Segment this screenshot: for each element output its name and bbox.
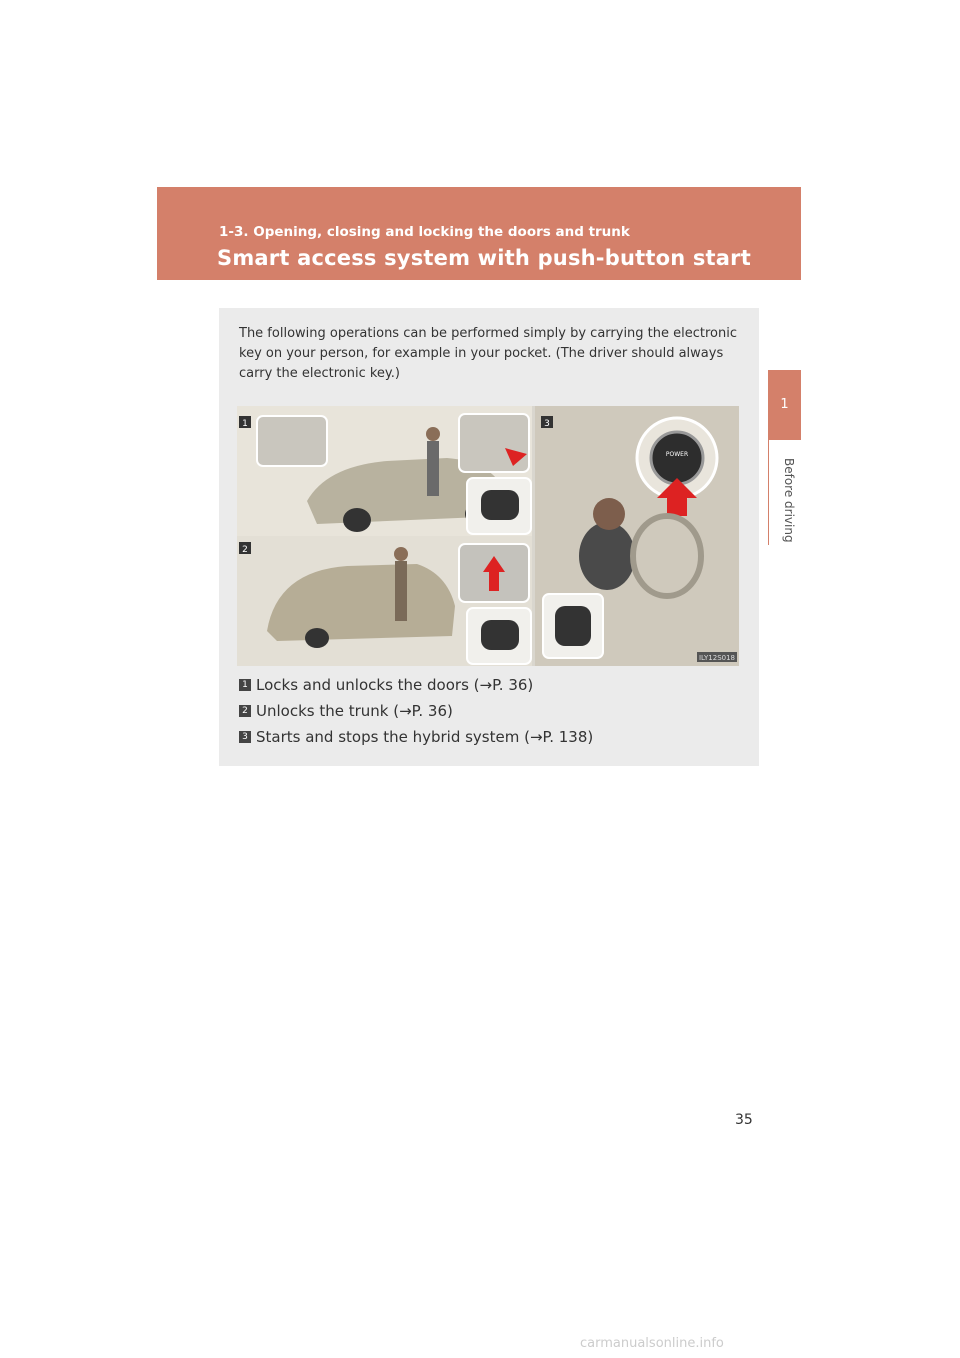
list-item: [239, 672, 593, 698]
power-button-label: POWER: [665, 451, 689, 458]
item-number: 3: [239, 731, 251, 743]
driver-icon: [579, 522, 635, 590]
driver-head-icon: [593, 498, 625, 530]
key-fob-icon: [555, 606, 591, 646]
item-list: [239, 672, 593, 750]
item-text: Locks and unlocks the doors (→P. 36): [256, 676, 534, 694]
watermark: carmanualsonline.info: [580, 1336, 724, 1351]
person-head-icon: [426, 427, 440, 441]
list-item: [239, 724, 593, 750]
item-number: 1: [239, 679, 251, 691]
item-number: 2: [239, 705, 251, 717]
section-heading: 1-3. Opening, closing and locking the doors and trunk: [219, 224, 630, 240]
wheel-icon: [305, 628, 329, 648]
callout-1: 1: [242, 419, 248, 429]
key-fob-icon: [481, 490, 519, 520]
illustration-svg: [237, 406, 739, 666]
item-text: Starts and stops the hybrid system (→P. 138): [256, 728, 594, 746]
power-button-icon: [651, 432, 703, 484]
door-handle-inset-2: [459, 414, 529, 472]
chapter-tab: 1: [768, 370, 801, 440]
callout-2: 2: [242, 545, 248, 555]
door-handle-inset: [257, 416, 327, 466]
person-head-icon: [394, 547, 408, 561]
page-header: [157, 187, 801, 280]
page-number: 35: [735, 1112, 753, 1128]
key-fob-icon: [481, 620, 519, 650]
illustration: [237, 406, 739, 666]
intro-text: The following operations can be performed simply by carrying the electronic key on your person, for example in your pocket. (The driver should always carry the electronic key.): [239, 326, 738, 381]
content-box: [219, 308, 759, 766]
figure-code: ILY12S018: [698, 654, 736, 662]
person-icon: [395, 561, 407, 621]
person-icon: [427, 441, 439, 496]
item-text: Unlocks the trunk (→P. 36): [256, 702, 453, 720]
callout-3: 3: [544, 419, 550, 429]
chapter-divider: [768, 440, 769, 545]
list-item: [239, 698, 593, 724]
chapter-label: Before driving: [782, 457, 796, 543]
page-title: Smart access system with push-button start: [217, 246, 751, 270]
wheel-icon: [343, 508, 371, 532]
